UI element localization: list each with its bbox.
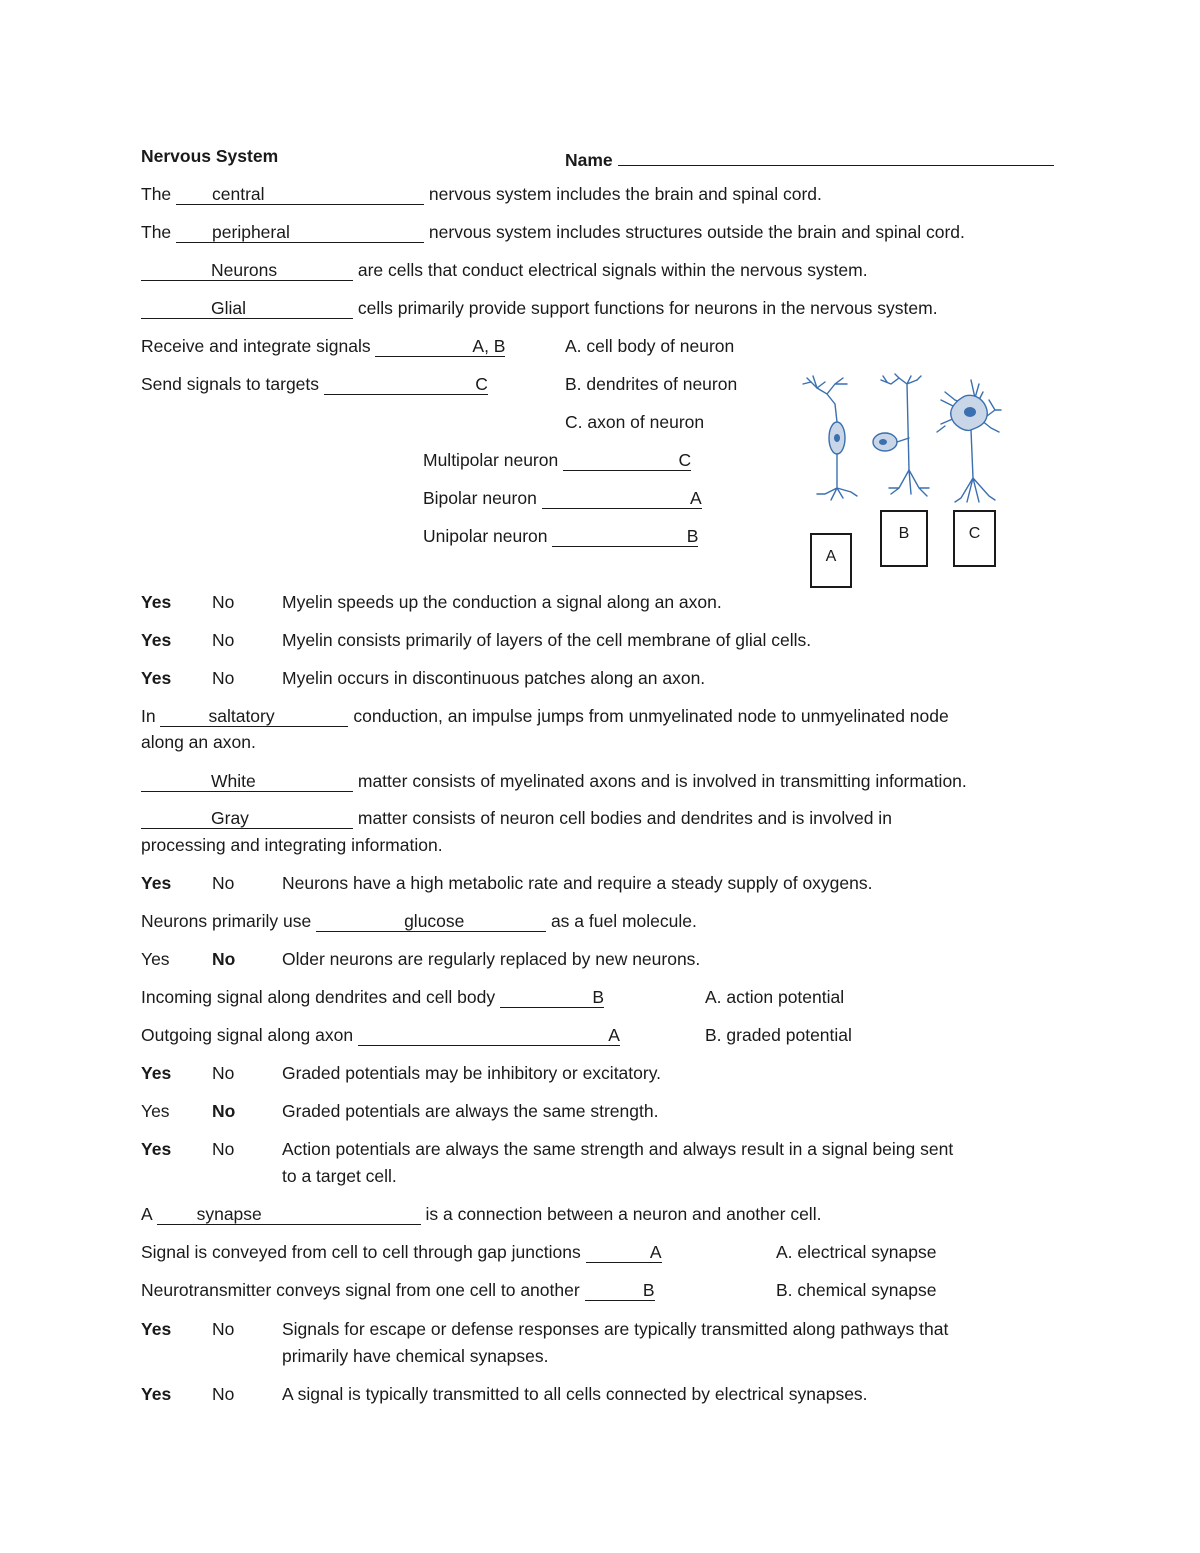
answer-glucose[interactable]: glucose (316, 911, 546, 932)
statement-graded-inhibitory: Graded potentials may be inhibitory or excitatory. (282, 1063, 662, 1083)
no-option[interactable]: No (212, 1319, 235, 1339)
statement-older-neurons: Older neurons are regularly replaced by new neurons. (282, 949, 701, 969)
yes-option[interactable]: Yes (141, 668, 172, 688)
receive-integrate-line: Receive and integrate signals A, B (141, 336, 506, 356)
name-field[interactable] (618, 145, 1054, 166)
neuron-figure (795, 370, 1015, 510)
no-option[interactable]: No (212, 592, 235, 612)
glucose-line: Neurons primarily use glucose as a fuel molecule. (141, 911, 697, 931)
no-option[interactable]: No (212, 668, 235, 688)
multipolar-line: Multipolar neuron C (423, 450, 692, 470)
yes-option[interactable]: Yes (141, 1101, 170, 1121)
label-box-a: A (810, 533, 852, 588)
option-cell-body: A. cell body of neuron (565, 336, 735, 356)
peripheral-line: The peripheral nervous system includes structures outside the brain and spinal cord. (141, 222, 965, 242)
answer-neurotransmitter[interactable]: B (585, 1280, 655, 1301)
answer-send[interactable]: C (324, 374, 488, 395)
option-graded-potential: B. graded potential (705, 1025, 852, 1045)
statement-myelin-speeds: Myelin speeds up the conduction a signal along an axon. (282, 592, 722, 612)
option-electrical-synapse: A. electrical synapse (776, 1242, 937, 1262)
answer-bipolar[interactable]: A (542, 488, 702, 509)
label-box-c: C (953, 510, 996, 567)
answer-white[interactable]: White (141, 771, 353, 792)
neuron-c-icon (937, 380, 1001, 502)
no-option[interactable]: No (212, 1139, 235, 1159)
answer-multipolar[interactable]: C (563, 450, 691, 471)
label-box-b: B (880, 510, 928, 567)
no-option[interactable]: No (212, 630, 235, 650)
statement-myelin-patches: Myelin occurs in discontinuous patches along an axon. (282, 668, 706, 688)
answer-peripheral[interactable]: peripheral (176, 222, 424, 243)
incoming-signal-line: Incoming signal along dendrites and cell body B (141, 987, 604, 1007)
glial-line: Glial cells primarily provide support functions for neurons in the nervous system. (141, 297, 938, 319)
send-signals-line: Send signals to targets C (141, 374, 488, 394)
bipolar-line: Bipolar neuron A (423, 488, 702, 508)
name-label: Name (565, 145, 1054, 171)
option-axon: C. axon of neuron (565, 412, 705, 432)
gap-junctions-line: Signal is conveyed from cell to cell through gap junctions A (141, 1242, 662, 1262)
answer-receive[interactable]: A, B (375, 336, 505, 357)
saltatory-line: In saltatory conduction, an impulse jumps from unmyelinated node to unmyelinated node (141, 706, 949, 726)
statement-electrical-synapses: A signal is typically transmitted to all cells connected by electrical synapses. (282, 1384, 868, 1404)
statement-graded-strength: Graded potentials are always the same strength. (282, 1101, 659, 1121)
answer-synapse[interactable]: synapse (157, 1204, 421, 1225)
neuron-a-icon (803, 376, 857, 500)
central-line: The central nervous system includes the brain and spinal cord. (141, 184, 822, 204)
saltatory-line-cont: along an axon. (141, 732, 256, 752)
yes-option[interactable]: Yes (141, 592, 172, 612)
answer-gray[interactable]: Gray (141, 808, 353, 829)
white-matter-line: White matter consists of myelinated axons and is involved in transmitting information. (141, 770, 967, 792)
gray-matter-line-cont: processing and integrating information. (141, 835, 443, 855)
no-option[interactable]: No (212, 1063, 235, 1083)
gray-matter-line: Gray matter consists of neuron cell bodies and dendrites and is involved in (141, 807, 892, 829)
yes-option[interactable]: Yes (141, 1384, 172, 1404)
option-action-potential: A. action potential (705, 987, 845, 1007)
answer-central[interactable]: central (176, 184, 424, 205)
neurotransmitter-line: Neurotransmitter conveys signal from one cell to another B (141, 1280, 655, 1300)
answer-outgoing[interactable]: A (358, 1025, 620, 1046)
yes-option[interactable]: Yes (141, 873, 172, 893)
outgoing-signal-line: Outgoing signal along axon A (141, 1025, 620, 1045)
neurons-line: Neurons are cells that conduct electrical signals within the nervous system. (141, 259, 868, 281)
answer-glial[interactable]: Glial (141, 298, 353, 319)
option-dendrites: B. dendrites of neuron (565, 374, 738, 394)
statement-myelin-consists: Myelin consists primarily of layers of the cell membrane of glial cells. (282, 630, 812, 650)
statement-action-potentials: Action potentials are always the same strength and always result in a signal being sent (282, 1139, 954, 1159)
no-option[interactable]: No (212, 1101, 236, 1121)
yes-option[interactable]: Yes (141, 949, 170, 969)
yes-option[interactable]: Yes (141, 1063, 172, 1083)
no-option[interactable]: No (212, 1384, 235, 1404)
statement-action-potentials-cont: to a target cell. (282, 1166, 397, 1186)
synapse-line: A synapse is a connection between a neuron and another cell. (141, 1204, 822, 1224)
yes-option[interactable]: Yes (141, 1319, 172, 1339)
answer-gap-junctions[interactable]: A (586, 1242, 662, 1263)
statement-escape-responses: Signals for escape or defense responses are typically transmitted along pathways that (282, 1319, 949, 1339)
yes-option[interactable]: Yes (141, 1139, 172, 1159)
no-option[interactable]: No (212, 873, 235, 893)
answer-incoming[interactable]: B (500, 987, 604, 1008)
no-option[interactable]: No (212, 949, 236, 969)
statement-escape-responses-cont: primarily have chemical synapses. (282, 1346, 549, 1366)
answer-unipolar[interactable]: B (552, 526, 698, 547)
answer-saltatory[interactable]: saltatory (160, 706, 348, 727)
page-title: Nervous System (141, 146, 279, 166)
statement-metabolic-rate: Neurons have a high metabolic rate and require a steady supply of oxygens. (282, 873, 873, 893)
unipolar-line: Unipolar neuron B (423, 526, 699, 546)
option-chemical-synapse: B. chemical synapse (776, 1280, 937, 1300)
answer-neurons[interactable]: Neurons (141, 260, 353, 281)
yes-option[interactable]: Yes (141, 630, 172, 650)
neuron-b-icon (873, 374, 929, 496)
